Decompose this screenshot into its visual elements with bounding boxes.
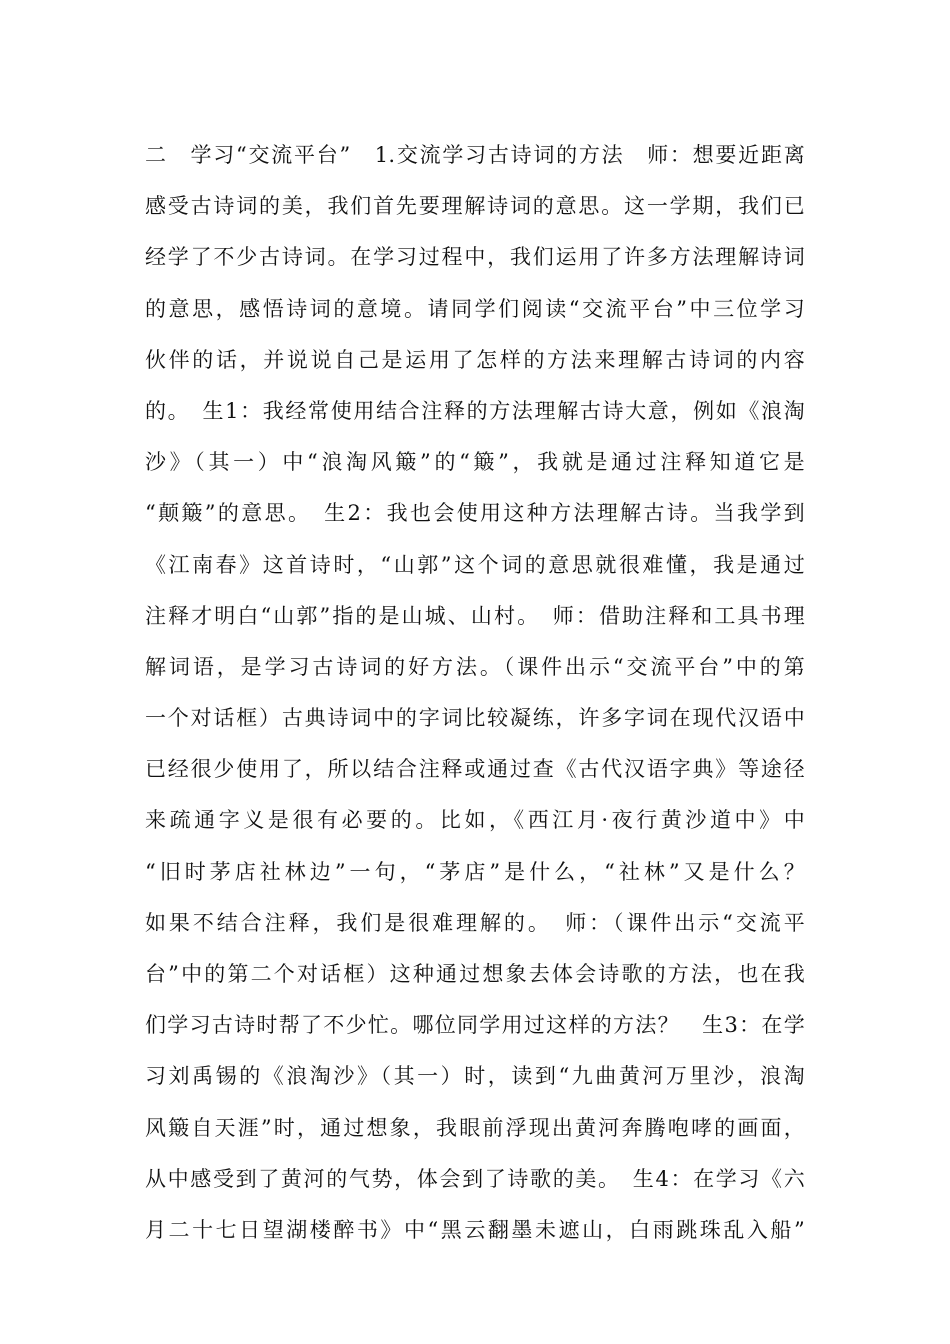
text-line: 台”中的第二个对话框）这种通过想象去体会诗歌的方法，也在我 xyxy=(145,962,805,986)
text-line: 从中感受到了黄河的气势，体会到了诗歌的美。 生4：在学习《六 xyxy=(145,1166,805,1191)
text-line: 风簸自天涯”时，通过想象，我眼前浮现出黄河奔腾咆哮的画面， xyxy=(145,1115,805,1140)
text-line: 已经很少使用了，所以结合注释或通过查《古代汉语字典》等途径 xyxy=(145,757,805,782)
text-line: 的。 生1：我经常使用结合注释的方法理解古诗大意，例如《浪淘 xyxy=(145,398,805,423)
text-line: 感受古诗词的美，我们首先要理解诗词的意思。这一学期，我们已 xyxy=(145,194,805,219)
text-line: 解词语，是学习古诗词的好方法。（课件出示“交流平台”中的第 xyxy=(145,654,805,679)
text-line: 二 学习“交流平台” 1.交流学习古诗词的方法 师：想要近距离 xyxy=(145,143,805,167)
text-line: “旧时茅店社林边”一句，“茅店”是什么，“社林”又是什么？ xyxy=(145,859,805,884)
text-line: 沙》（其一）中“浪淘风簸”的“簸”，我就是通过注释知道它是 xyxy=(145,450,805,475)
text-line: “颠簸”的意思。 生2：我也会使用这种方法理解古诗。当我学到 xyxy=(145,501,805,526)
text-line: 月二十七日望湖楼醉书》中“黑云翻墨未遮山，白雨跳珠乱入船” xyxy=(145,1217,805,1242)
document-body xyxy=(145,130,805,1256)
text-line: 的意思，感悟诗词的意境。请同学们阅读“交流平台”中三位学习 xyxy=(145,296,805,321)
text-line: 注释才明白“山郭”指的是山城、山村。 师：借助注释和工具书理 xyxy=(145,603,805,628)
text-line: 如果不结合注释，我们是很难理解的。 师：（课件出示“交流平 xyxy=(145,910,805,935)
text-line: 一个对话框）古典诗词中的字词比较凝练，许多字词在现代汉语中 xyxy=(145,706,805,731)
text-line: 习刘禹锡的《浪淘沙》（其一）时，读到“九曲黄河万里沙，浪淘 xyxy=(145,1064,805,1089)
text-line: 们学习古诗时帮了不少忙。哪位同学用过这样的方法？ 生3：在学 xyxy=(145,1013,805,1038)
text-line: 《江南春》这首诗时，“山郭”这个词的意思就很难懂，我是通过 xyxy=(145,552,805,577)
text-line: 来疏通字义是很有必要的。比如，《西江月·夜行黄沙道中》中 xyxy=(145,808,805,833)
text-line: 经学了不少古诗词。在学习过程中，我们运用了许多方法理解诗词 xyxy=(145,245,805,270)
text-line: 伙伴的话，并说说自己是运用了怎样的方法来理解古诗词的内容 xyxy=(145,347,805,372)
